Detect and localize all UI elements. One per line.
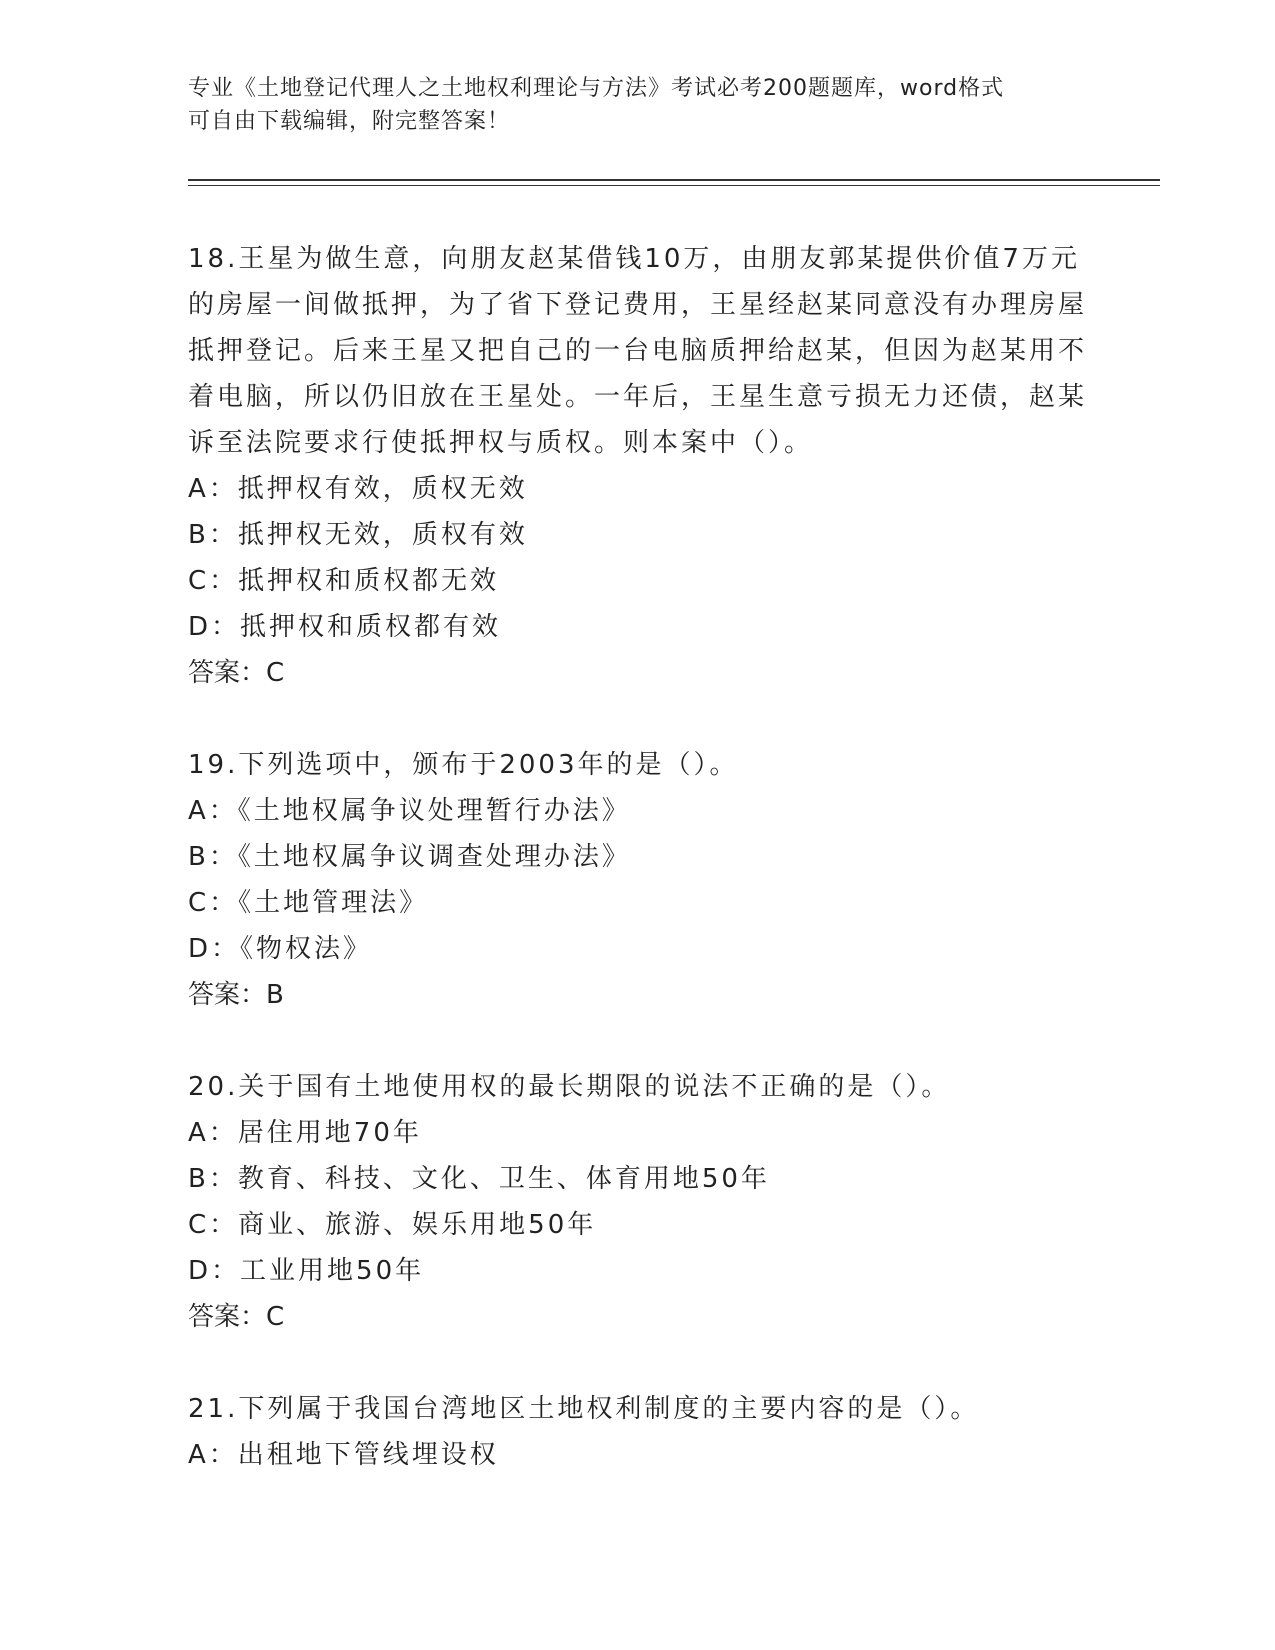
header-divider-thin bbox=[188, 185, 1160, 186]
option-c: C：商业、旅游、娱乐用地50年 bbox=[188, 1210, 597, 1240]
question-20 bbox=[188, 1064, 1088, 1340]
option-d: D：抵押权和质权都有效 bbox=[188, 612, 502, 642]
header-line-2: 可自由下载编辑，附完整答案！ bbox=[188, 109, 511, 134]
answer: 答案：B bbox=[188, 980, 284, 1010]
header-divider bbox=[188, 179, 1160, 181]
option-b: B：教育、科技、文化、卫生、体育用地50年 bbox=[188, 1164, 770, 1194]
question-19 bbox=[188, 742, 1088, 1018]
option-c: C：抵押权和质权都无效 bbox=[188, 566, 500, 596]
question-stem: 18.王星为做生意，向朋友赵某借钱10万，由朋友郭某提供价值7万元的房屋一间做抵押，为了省下登记费用，王星经赵某同意没有办理房屋抵押登记。后来王星又把自己的一台电脑质押给赵某，但因为赵某用不着电脑，所以仍旧放在王星处。一年后，王星生意亏损无力还债，赵某诉至法院要求行使抵押权与质权。则本案中（）。 bbox=[188, 244, 1088, 458]
option-b: B：抵押权无效，质权有效 bbox=[188, 520, 528, 550]
option-d: D：工业用地50年 bbox=[188, 1256, 425, 1286]
option-a: A：居住用地70年 bbox=[188, 1118, 422, 1148]
answer: 答案：C bbox=[188, 1302, 285, 1332]
question-stem: 19.下列选项中，颁布于2003年的是（）。 bbox=[188, 750, 739, 780]
question-list bbox=[188, 236, 1088, 1524]
option-c: C：《土地管理法》 bbox=[188, 888, 429, 918]
question-stem: 21.下列属于我国台湾地区土地权利制度的主要内容的是（）。 bbox=[188, 1394, 980, 1424]
option-a: A：出租地下管线埋设权 bbox=[188, 1440, 499, 1470]
question-stem: 20.关于国有土地使用权的最长期限的说法不正确的是（）。 bbox=[188, 1072, 951, 1102]
question-21 bbox=[188, 1386, 1088, 1478]
option-a: A：抵押权有效，质权无效 bbox=[188, 474, 528, 504]
answer: 答案：C bbox=[188, 658, 285, 688]
question-18 bbox=[188, 236, 1088, 696]
option-a: A：《土地权属争议处理暂行办法》 bbox=[188, 796, 631, 826]
header-line-1: 专业《土地登记代理人之土地权利理论与方法》考试必考200题题库，word格式 bbox=[188, 76, 1005, 101]
option-b: B：《土地权属争议调查处理办法》 bbox=[188, 842, 631, 872]
document-header bbox=[188, 72, 1068, 138]
option-d: D：《物权法》 bbox=[188, 934, 373, 964]
